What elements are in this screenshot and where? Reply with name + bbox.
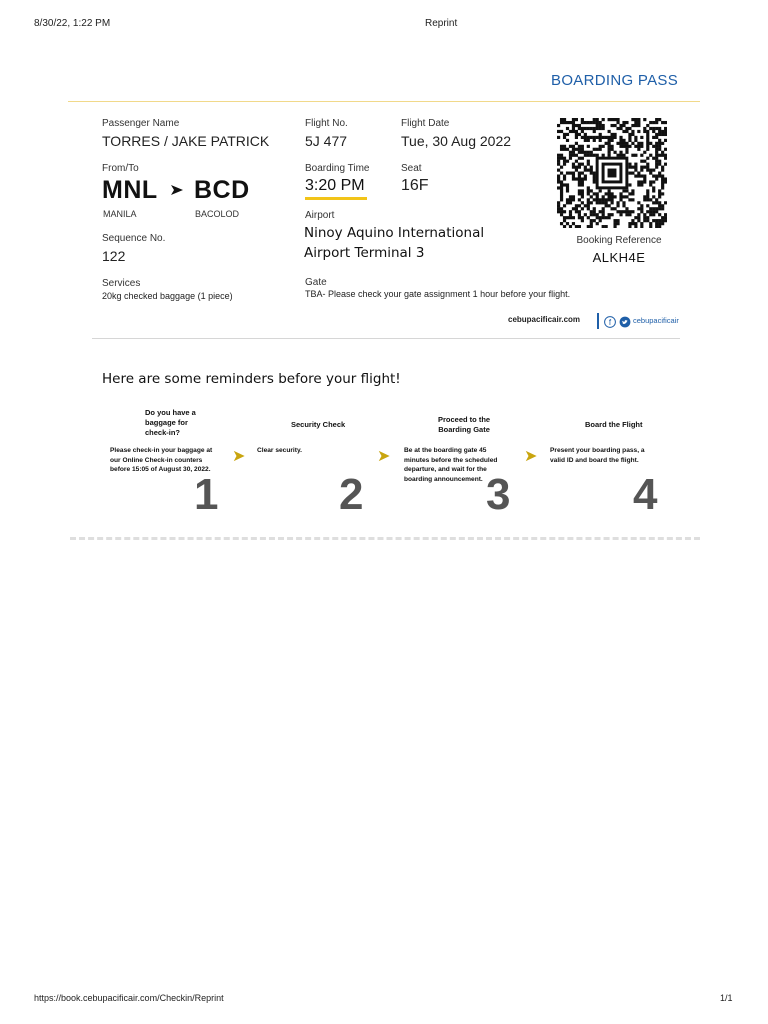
step-2-title <box>291 420 345 430</box>
social-divider <box>597 313 599 329</box>
step-2-text <box>257 446 302 456</box>
step-1-text-line: before 15:05 of August 30, 2022. <box>110 466 211 473</box>
print-title: Reprint <box>425 18 458 29</box>
step-3-title-line: Boarding Gate <box>438 425 490 434</box>
step-3-text-line: minutes before the scheduled <box>404 456 498 464</box>
step-2-number: 2 <box>339 470 364 519</box>
origin-city: MANILA <box>103 209 137 219</box>
step-4-text-line: Present your boarding pass, a <box>550 447 645 454</box>
step-arrow-icon: ➤ <box>524 448 538 465</box>
step-1-title <box>145 408 196 438</box>
step-3-title-line: Proceed to the <box>438 415 491 424</box>
step-2-title-line: Security Check <box>291 420 346 429</box>
website-link[interactable]: cebupacificair.com <box>508 315 581 324</box>
step-3-text-line: departure, and wait for the <box>404 466 487 473</box>
step-1-number: 1 <box>194 470 219 519</box>
facebook-icon[interactable] <box>604 315 616 327</box>
flight-date: Tue, 30 Aug 2022 <box>401 133 512 149</box>
boarding-time-highlight <box>305 197 367 200</box>
step-3-text-line: Be at the boarding gate 45 <box>404 447 487 454</box>
step-4-number: 4 <box>633 470 658 519</box>
step-4-title <box>585 420 643 430</box>
print-datetime: 8/30/22, 1:22 PM <box>34 18 111 29</box>
airport-name-line2: Airport Terminal 3 <box>304 245 425 261</box>
services-value: 20kg checked baggage (1 piece) <box>102 291 233 301</box>
boarding-time-label: Boarding Time <box>305 163 370 174</box>
booking-reference-label: Booking Reference <box>576 235 662 246</box>
step-3-text <box>404 446 497 484</box>
step-3-title <box>438 415 490 435</box>
print-url: https://book.cebupacificair.com/Checkin/Reprint <box>34 993 224 1003</box>
step-3-text-line: boarding announcement. <box>404 475 483 483</box>
flight-date-label: Flight Date <box>401 118 450 129</box>
print-page-number: 1/1 <box>720 993 733 1003</box>
from-to-label: From/To <box>102 163 139 174</box>
gate-label: Gate <box>305 277 327 288</box>
step-4-title-line: Board the Flight <box>585 420 643 429</box>
passenger-name-label: Passenger Name <box>102 118 180 129</box>
airport-label: Airport <box>305 210 335 221</box>
boarding-time: 3:20 PM <box>305 177 365 194</box>
seat-number: 16F <box>401 177 429 194</box>
step-arrow-icon: ➤ <box>377 448 391 465</box>
passenger-name: TORRES / JAKE PATRICK <box>102 133 270 149</box>
twitter-icon[interactable] <box>619 315 631 327</box>
step-1-text-line: our Online Check-in counters <box>110 456 203 464</box>
step-1-text-line: Please check-in your baggage at <box>110 447 213 454</box>
step-arrow-icon: ➤ <box>232 448 246 465</box>
dashed-separator <box>70 537 700 540</box>
services-label: Services <box>102 278 141 289</box>
flight-no: 5J 477 <box>305 133 348 149</box>
destination-city: BACOLOD <box>195 209 240 219</box>
step-1-title-line: check-in? <box>145 428 181 437</box>
section-divider <box>92 338 680 339</box>
step-1-title-line: Do you have a <box>145 408 196 417</box>
sequence-label: Sequence No. <box>102 233 166 244</box>
svg-text:f: f <box>608 318 612 327</box>
title-divider <box>68 101 700 102</box>
gate-value: TBA- Please check your gate assignment 1 hour before your flight. <box>305 289 571 299</box>
seat-label: Seat <box>401 163 422 174</box>
flight-no-label: Flight No. <box>305 118 348 129</box>
step-4-text-line: valid ID and board the flight. <box>550 456 639 464</box>
step-4-text <box>550 446 645 465</box>
reminders-heading: Here are some reminders before your flight! <box>102 371 401 387</box>
route-arrow-icon <box>170 183 184 197</box>
airport-name-line1: Ninoy Aquino International <box>304 225 485 241</box>
booking-reference: ALKH4E <box>592 250 646 265</box>
sequence-number: 122 <box>102 248 126 264</box>
qr-code-icon <box>557 118 667 228</box>
step-1-title-line: baggage for <box>145 418 188 427</box>
step-3-number: 3 <box>486 470 511 519</box>
step-2-text-line: Clear security. <box>257 447 302 454</box>
origin-code: MNL <box>102 176 158 204</box>
boarding-pass-title: BOARDING PASS <box>551 72 678 89</box>
destination-code: BCD <box>194 176 250 204</box>
social-handle[interactable]: cebupacificair <box>633 316 679 325</box>
